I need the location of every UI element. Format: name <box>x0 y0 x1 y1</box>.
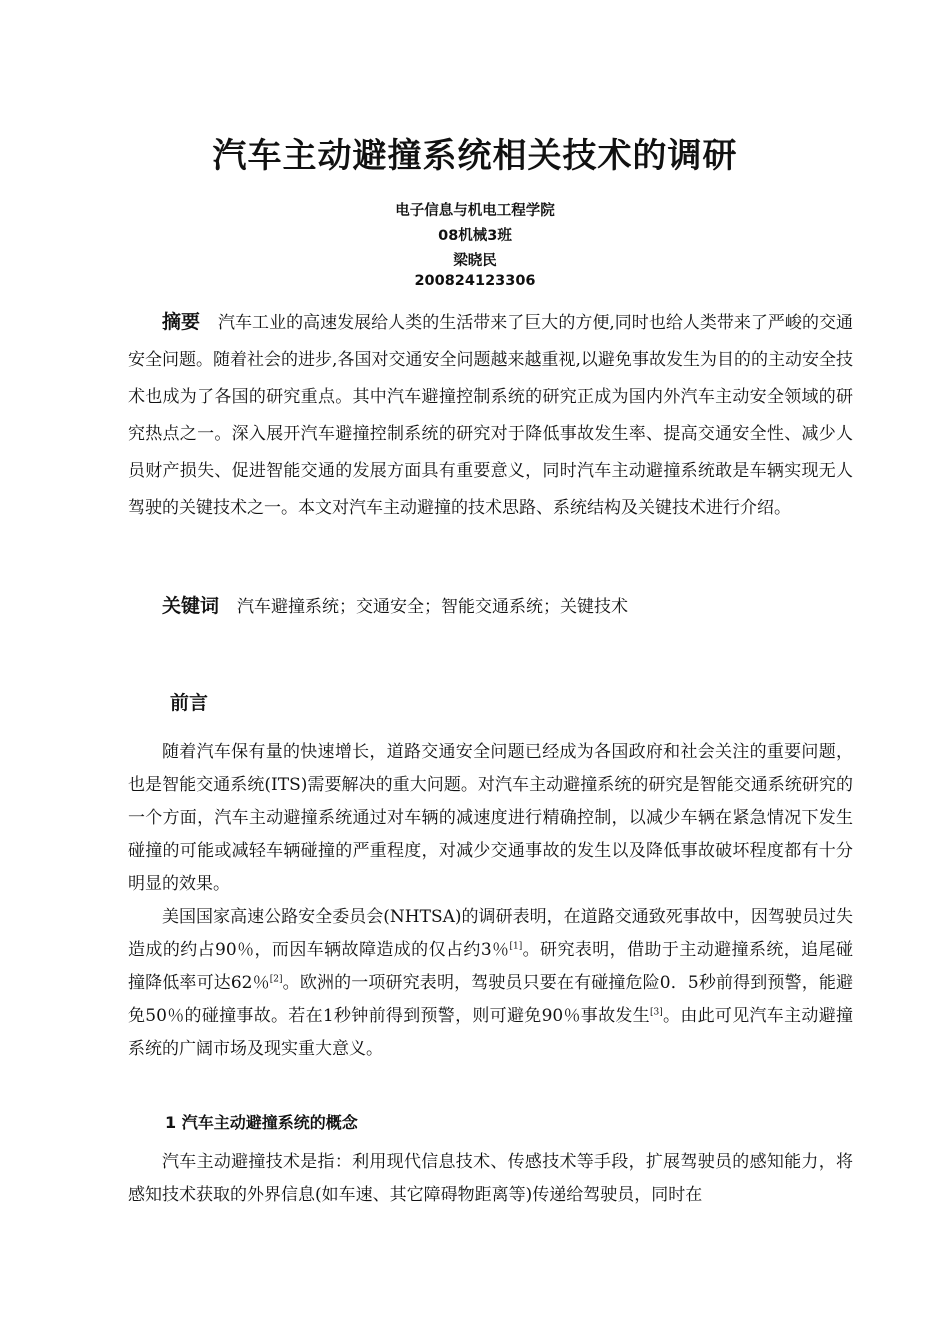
keywords-block <box>128 590 853 624</box>
section-heading-1: 1 汽车主动避撞系统的概念 <box>165 1113 358 1132</box>
keywords-paragraph <box>128 590 853 624</box>
abstract-block <box>128 304 853 527</box>
preface-body <box>128 736 853 1066</box>
preface-p2-part-b: 。研究表明，借助于主动避撞系统，追尾碰撞降低率可达62％ <box>128 940 854 993</box>
section-1-paragraph-1: 汽车主动避撞技术是指：利用现代信息技术、传感技术等手段，扩展驾驶员的感知能力，将感知技术获取的外界信息(如车速、其它障碍物距离等)传递给驾驶员，同时在 <box>128 1152 853 1205</box>
abstract-text: 汽车工业的高速发展给人类的生活带来了巨大的方便,同时也给人类带来了严峻的交通安全问题。随着社会的进步,各国对交通安全问题越来越重视,以避免事故发生为目的的主动安全技术也成为了各国的研究重点。其中汽车避撞控制系统的研究正成为国内外汽车主动安全领域的研究热点之一。深入展开汽车避撞控制系统的研究对于降低事故发生率、提高交通安全性、减少人员财产损失、促进智能交通的发展方面具有重要意义，同时汽车主动避撞系统敢是车辆实现无人驾驶的关键技术之一。本文对汽车主动避撞的技术思路、系统结构及关键技术进行介绍。 <box>128 313 853 518</box>
section-heading-preface: 前言 <box>170 692 209 714</box>
preface-paragraph-1: 随着汽车保有量的快速增长，道路交通安全问题已经成为各国政府和社会关注的重要问题，也是智能交通系统(ITS)需要解决的重大问题。对汽车主动避撞系统的研究是智能交通系统研究的一个方面，汽车主动避撞系统通过对车辆的减速度进行精确控制，以减少车辆在紧急情况下发生碰撞的可能或减轻车辆碰撞的严重程度，对减少交通事故的发生以及降低事故破坏程度都有十分明显的效果。 <box>128 742 853 894</box>
section-1-body <box>128 1146 853 1212</box>
citation-3[interactable]: [3] <box>649 1007 663 1018</box>
institute: 电子信息与机电工程学院 <box>395 203 555 219</box>
preface-p2-part-d: 。由此可见汽车主动避撞系统的广阔市场及现实重大意义。 <box>128 1006 853 1059</box>
paper-title: 汽车主动避撞系统相关技术的调研 <box>212 136 738 176</box>
preface-paragraph-2 <box>128 901 853 1066</box>
keywords-label: 关键词 <box>162 595 220 617</box>
student-id: 200824123306 <box>414 273 536 289</box>
class-name: 08机械3班 <box>438 228 512 244</box>
abstract-label: 摘要 <box>162 311 201 333</box>
preface-p2-part-c: 。欧洲的一项研究表明，驾驶员只要在有碰撞危险0．5秒前得到预警，能避免50％的碰撞事故。若在1秒钟前得到预警，则可避免90％事故发生 <box>128 973 853 1026</box>
citation-1[interactable]: [1] <box>509 941 523 952</box>
citation-2[interactable]: [2] <box>269 974 283 985</box>
abstract-paragraph <box>128 304 853 527</box>
keywords-text: 汽车避撞系统；交通安全；智能交通系统；关键技术 <box>237 597 629 617</box>
preface-p2-part-a: 美国国家高速公路安全委员会(NHTSA)的调研表明，在道路交通致死事故中，因驾驶员过失造成的约占90％，而因车辆故障造成的仅占约3％ <box>128 907 853 960</box>
author-name: 梁晓民 <box>453 253 497 269</box>
